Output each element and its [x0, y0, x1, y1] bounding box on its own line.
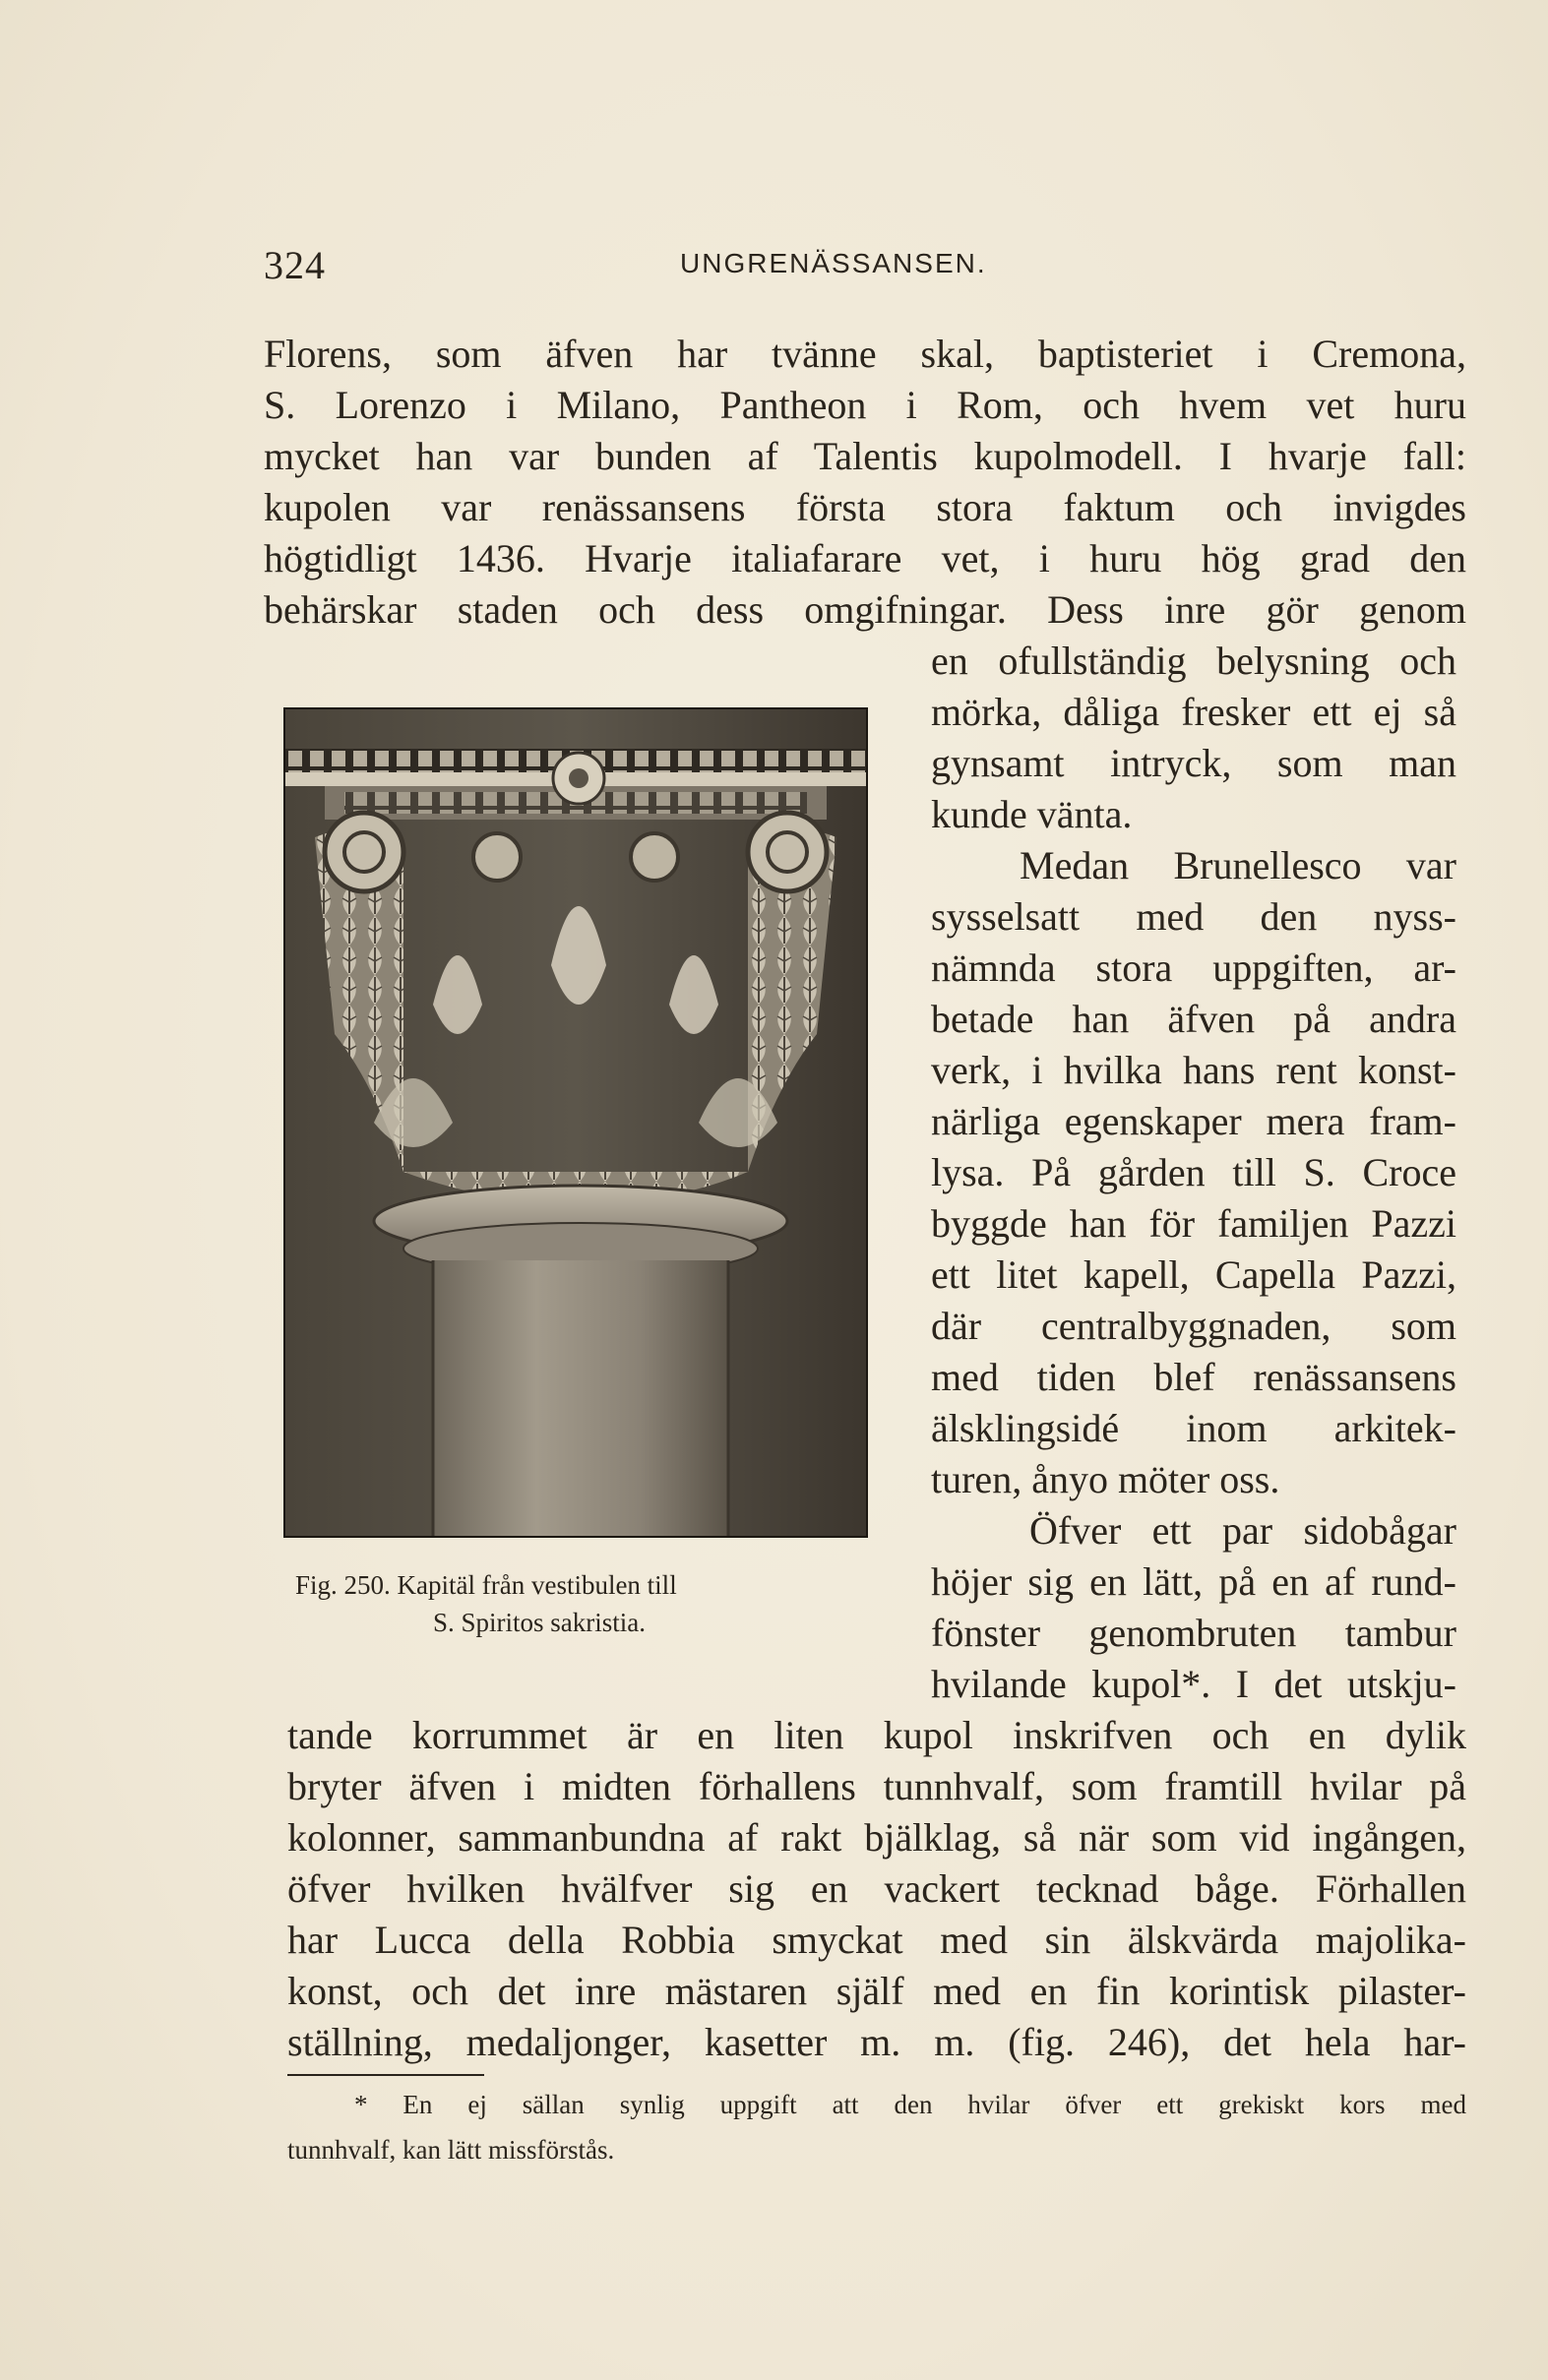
body-line: verk, i hvilka hans rent konst- — [931, 1048, 1456, 1092]
figure-caption — [295, 1566, 846, 1641]
body-line: mycket han var bunden af Talentis kupolmodell. I hvarje fall: — [264, 434, 1466, 478]
body-line: nämnda stora uppgiften, ar- — [931, 946, 1456, 990]
body-line: närliga egenskaper mera fram- — [931, 1099, 1456, 1143]
footnote-line: tunnhvalf, kan lätt missförstås. — [287, 2135, 615, 2165]
body-line: lysa. På gården till S. Croce — [931, 1150, 1456, 1194]
body-line: högtidligt 1436. Hvarje italiafarare vet, i huru hög grad den — [264, 536, 1466, 580]
body-line: ett litet kapell, Capella Pazzi, — [931, 1252, 1456, 1297]
body-line: turen, ånyo möter oss. — [931, 1457, 1280, 1501]
running-head: UNGRENÄSSANSEN. — [680, 248, 987, 278]
body-line: S. Lorenzo i Milano, Pantheon i Rom, och hvem vet huru — [264, 383, 1466, 427]
body-line: Öfver ett par sidobågar — [1029, 1508, 1456, 1553]
body-line: har Lucca della Robbia smyckat med sin älskvärda majolika- — [287, 1918, 1466, 1962]
body-line: mörka, dåliga fresker ett ej så — [931, 690, 1456, 734]
body-line: höjer sig en lätt, på en af rund- — [931, 1559, 1456, 1604]
footnote-rule — [287, 2074, 484, 2076]
body-line: behärskar staden och dess omgifningar. Dess inre gör genom — [264, 587, 1466, 632]
caption-line: Fig. 250. Kapitäl från vestibulen till — [295, 1570, 677, 1600]
body-line: Florens, som äfven har tvänne skal, baptisteriet i Cremona, — [264, 332, 1466, 376]
page-number: 324 — [264, 243, 326, 287]
body-line: konst, och det inre mästaren själf med en fin korintisk pilaster- — [287, 1969, 1466, 2013]
body-line: gynsamt intryck, som man — [931, 741, 1456, 785]
body-line: älsklingsidé inom arkitek- — [931, 1406, 1456, 1450]
body-line: bryter äfven i midten förhallens tunnhvalf, som framtill hvilar på — [287, 1764, 1466, 1808]
body-line: en ofullständig belysning och — [931, 639, 1456, 683]
body-line: kunde vänta. — [931, 792, 1133, 836]
capital-illustration — [285, 709, 866, 1536]
body-line: Medan Brunellesco var — [1020, 843, 1456, 887]
body-line: ställning, medaljonger, kasetter m. m. (fig. 246), det hela har- — [287, 2020, 1466, 2064]
body-line: betade han äfven på andra — [931, 997, 1456, 1041]
body-line: sysselsatt med den nyss- — [931, 894, 1456, 939]
page-header — [264, 242, 1474, 301]
body-line: öfver hvilken hvälfver sig en vackert tecknad båge. Förhallen — [287, 1866, 1466, 1911]
body-line: kolonner, sammanbundna af rakt bjälklag, så när som vid ingången, — [287, 1815, 1466, 1860]
body-line: där centralbyggnaden, som — [931, 1304, 1456, 1348]
body-line: med tiden blef renässansens — [931, 1355, 1456, 1399]
body-line: hvilande kupol*. I det utskju- — [931, 1662, 1456, 1706]
body-line: kupolen var renässansens första stora faktum och invigdes — [264, 485, 1466, 529]
footnote-line: * En ej sällan synlig uppgift att den hvilar öfver ett grekiskt kors med — [354, 2090, 1466, 2119]
figure-capital-photo — [283, 707, 868, 1538]
body-line: fönster genombruten tambur — [931, 1611, 1456, 1655]
body-line: tande korrummet är en liten kupol inskrifven och en dylik — [287, 1713, 1466, 1757]
body-line: byggde han för familjen Pazzi — [931, 1201, 1456, 1246]
caption-line: S. Spiritos sakristia. — [433, 1608, 647, 1637]
